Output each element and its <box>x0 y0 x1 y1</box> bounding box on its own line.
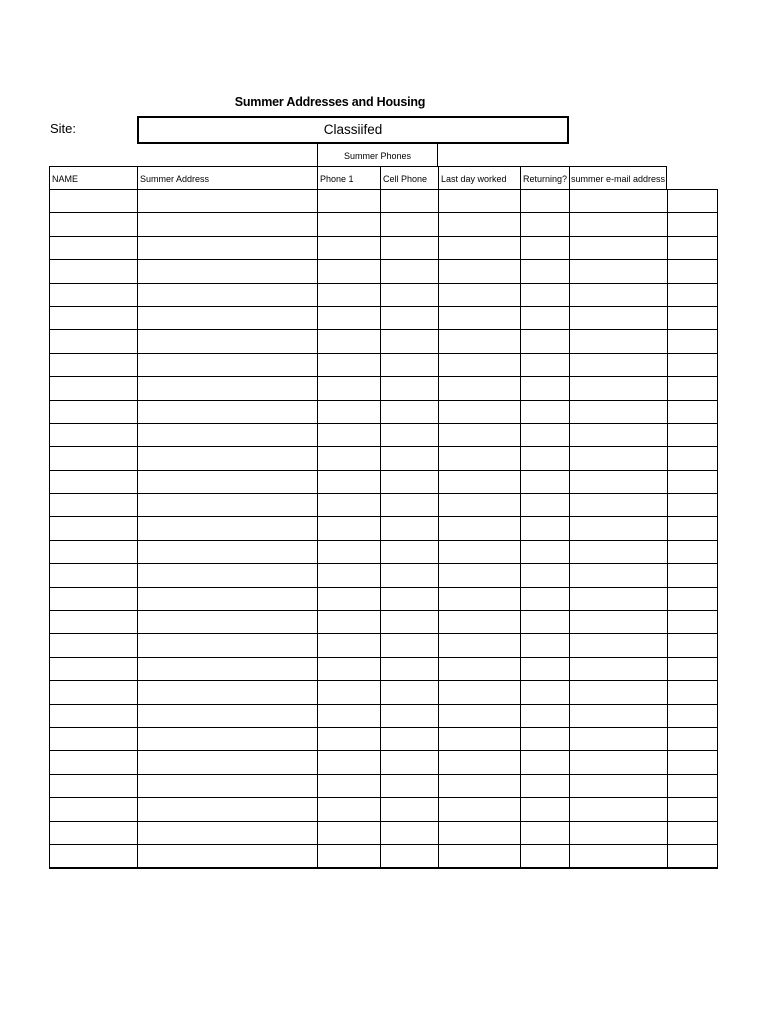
table-cell[interactable] <box>318 564 381 587</box>
table-cell[interactable] <box>50 306 138 329</box>
table-cell[interactable] <box>50 774 138 797</box>
table-cell[interactable] <box>570 774 668 797</box>
table-cell[interactable] <box>138 657 318 680</box>
table-cell[interactable] <box>138 751 318 774</box>
table-cell[interactable] <box>521 540 570 563</box>
column-header-row <box>49 166 667 190</box>
table-cell[interactable] <box>668 657 718 680</box>
table-cell[interactable] <box>439 657 521 680</box>
table-cell[interactable] <box>50 727 138 750</box>
table-cell[interactable] <box>381 353 439 376</box>
table-cell[interactable] <box>318 657 381 680</box>
table-cell[interactable] <box>439 587 521 610</box>
table-cell[interactable] <box>138 844 318 868</box>
table-cell[interactable] <box>138 470 318 493</box>
table-cell[interactable] <box>138 353 318 376</box>
table-row <box>50 283 718 306</box>
table-cell[interactable] <box>570 470 668 493</box>
table-cell[interactable] <box>318 634 381 657</box>
table-row <box>50 494 718 517</box>
table-cell[interactable] <box>381 260 439 283</box>
table-cell[interactable] <box>668 236 718 259</box>
table-cell[interactable] <box>381 634 439 657</box>
table-cell[interactable] <box>668 727 718 750</box>
table-cell[interactable] <box>668 611 718 634</box>
table-cell[interactable] <box>138 236 318 259</box>
table-cell[interactable] <box>138 540 318 563</box>
table-cell[interactable] <box>439 190 521 213</box>
table-cell[interactable] <box>668 704 718 727</box>
table-cell[interactable] <box>521 727 570 750</box>
table-cell[interactable] <box>138 611 318 634</box>
table-cell[interactable] <box>50 704 138 727</box>
table-cell[interactable] <box>668 517 718 540</box>
table-row <box>50 377 718 400</box>
table-cell[interactable] <box>668 423 718 446</box>
table-cell[interactable] <box>521 377 570 400</box>
table-cell[interactable] <box>521 774 570 797</box>
table-cell[interactable] <box>521 190 570 213</box>
table-row <box>50 564 718 587</box>
table-cell[interactable] <box>521 798 570 821</box>
table-cell[interactable] <box>570 657 668 680</box>
table-cell[interactable] <box>570 283 668 306</box>
table-cell[interactable] <box>381 704 439 727</box>
table-cell[interactable] <box>570 330 668 353</box>
table-cell[interactable] <box>138 377 318 400</box>
table-row <box>50 306 718 329</box>
table-cell[interactable] <box>668 844 718 868</box>
table-cell[interactable] <box>381 447 439 470</box>
table-cell[interactable] <box>570 611 668 634</box>
table-row <box>50 330 718 353</box>
table-cell[interactable] <box>318 611 381 634</box>
table-cell[interactable] <box>138 704 318 727</box>
table-cell[interactable] <box>381 727 439 750</box>
table-cell[interactable] <box>138 283 318 306</box>
table-cell[interactable] <box>439 564 521 587</box>
table-cell[interactable] <box>381 844 439 868</box>
table-cell[interactable] <box>668 377 718 400</box>
table-cell[interactable] <box>50 540 138 563</box>
table-cell[interactable] <box>439 306 521 329</box>
table-cell[interactable] <box>521 611 570 634</box>
table-cell[interactable] <box>668 540 718 563</box>
table-cell[interactable] <box>138 517 318 540</box>
table-cell[interactable] <box>138 587 318 610</box>
table-cell[interactable] <box>439 821 521 844</box>
table-cell[interactable] <box>570 751 668 774</box>
table-cell[interactable] <box>439 517 521 540</box>
table-cell[interactable] <box>381 798 439 821</box>
table-cell[interactable] <box>381 611 439 634</box>
table-cell[interactable] <box>50 798 138 821</box>
table-cell[interactable] <box>570 423 668 446</box>
table-cell[interactable] <box>381 377 439 400</box>
column-header-last-day-worked: Last day worked <box>438 167 520 190</box>
table-cell[interactable] <box>570 377 668 400</box>
table-cell[interactable] <box>521 213 570 236</box>
table-cell[interactable] <box>318 423 381 446</box>
table-cell[interactable] <box>439 353 521 376</box>
column-header-returning: Returning? <box>520 167 569 190</box>
table-cell[interactable] <box>318 704 381 727</box>
table-cell[interactable] <box>668 213 718 236</box>
table-cell[interactable] <box>318 447 381 470</box>
table-cell[interactable] <box>138 564 318 587</box>
table-row <box>50 260 718 283</box>
table-cell[interactable] <box>521 821 570 844</box>
table-cell[interactable] <box>668 494 718 517</box>
table-cell[interactable] <box>521 681 570 704</box>
table-cell[interactable] <box>381 283 439 306</box>
table-row <box>50 681 718 704</box>
table-cell[interactable] <box>381 494 439 517</box>
table-cell[interactable] <box>439 727 521 750</box>
table-cell[interactable] <box>439 377 521 400</box>
table-cell[interactable] <box>138 190 318 213</box>
table-cell[interactable] <box>138 681 318 704</box>
table-cell[interactable] <box>50 283 138 306</box>
table-row <box>50 400 718 423</box>
table-cell[interactable] <box>570 353 668 376</box>
table-row <box>50 704 718 727</box>
table-cell[interactable] <box>570 821 668 844</box>
table-body <box>50 190 718 869</box>
table-cell[interactable] <box>668 587 718 610</box>
table-cell[interactable] <box>521 400 570 423</box>
table-cell[interactable] <box>570 236 668 259</box>
table-cell[interactable] <box>381 657 439 680</box>
table-cell[interactable] <box>50 400 138 423</box>
table-cell[interactable] <box>439 751 521 774</box>
table-cell[interactable] <box>50 353 138 376</box>
table-row <box>50 353 718 376</box>
table-cell[interactable] <box>138 213 318 236</box>
table-cell[interactable] <box>138 423 318 446</box>
table-cell[interactable] <box>318 400 381 423</box>
column-header-name: NAME <box>49 167 137 190</box>
housing-table <box>49 189 718 869</box>
table-cell[interactable] <box>381 564 439 587</box>
table-row <box>50 821 718 844</box>
column-header-cell-phone: Cell Phone <box>380 167 438 190</box>
table-cell[interactable] <box>668 306 718 329</box>
table-cell[interactable] <box>318 681 381 704</box>
table-cell[interactable] <box>50 236 138 259</box>
table-row <box>50 517 718 540</box>
table-row <box>50 844 718 868</box>
table-cell[interactable] <box>570 494 668 517</box>
table-cell[interactable] <box>521 844 570 868</box>
table-cell[interactable] <box>521 423 570 446</box>
table-cell[interactable] <box>439 681 521 704</box>
table-cell[interactable] <box>50 190 138 213</box>
table-cell[interactable] <box>50 447 138 470</box>
table-cell[interactable] <box>521 283 570 306</box>
site-label: Site: <box>50 121 77 136</box>
table-cell[interactable] <box>138 634 318 657</box>
table-cell[interactable] <box>318 190 381 213</box>
table-cell[interactable] <box>521 587 570 610</box>
table-cell[interactable] <box>521 564 570 587</box>
table-cell[interactable] <box>570 587 668 610</box>
table-cell[interactable] <box>381 190 439 213</box>
table-cell[interactable] <box>570 306 668 329</box>
table-cell[interactable] <box>138 821 318 844</box>
table-row <box>50 611 718 634</box>
table-row <box>50 657 718 680</box>
table-cell[interactable] <box>318 844 381 868</box>
table-cell[interactable] <box>50 657 138 680</box>
table-cell[interactable] <box>381 540 439 563</box>
table-cell[interactable] <box>570 634 668 657</box>
table-cell[interactable] <box>521 353 570 376</box>
table-cell[interactable] <box>50 634 138 657</box>
table-cell[interactable] <box>668 564 718 587</box>
table-cell[interactable] <box>668 283 718 306</box>
table-cell[interactable] <box>50 470 138 493</box>
table-cell[interactable] <box>521 657 570 680</box>
table-cell[interactable] <box>521 704 570 727</box>
table-cell[interactable] <box>318 587 381 610</box>
table-cell[interactable] <box>521 306 570 329</box>
table-cell[interactable] <box>138 447 318 470</box>
table-cell[interactable] <box>439 400 521 423</box>
table-cell[interactable] <box>381 587 439 610</box>
table-cell[interactable] <box>50 821 138 844</box>
form-title: Summer Addresses and Housing <box>234 95 426 109</box>
table-cell[interactable] <box>570 798 668 821</box>
site-field[interactable]: Classiifed <box>137 116 569 144</box>
table-cell[interactable] <box>50 611 138 634</box>
table-cell[interactable] <box>668 260 718 283</box>
table-cell[interactable] <box>381 423 439 446</box>
table-cell[interactable] <box>318 260 381 283</box>
table-cell[interactable] <box>381 681 439 704</box>
table-cell[interactable] <box>668 634 718 657</box>
table-cell[interactable] <box>50 587 138 610</box>
table-cell[interactable] <box>521 236 570 259</box>
table-cell[interactable] <box>668 798 718 821</box>
table-cell[interactable] <box>521 330 570 353</box>
table-cell[interactable] <box>50 260 138 283</box>
table-cell[interactable] <box>381 774 439 797</box>
table-row <box>50 190 718 213</box>
table-cell[interactable] <box>439 540 521 563</box>
table-cell[interactable] <box>381 330 439 353</box>
table-cell[interactable] <box>521 447 570 470</box>
table-cell[interactable] <box>570 681 668 704</box>
table-cell[interactable] <box>668 681 718 704</box>
table-cell[interactable] <box>570 213 668 236</box>
table-cell[interactable] <box>318 540 381 563</box>
table-cell[interactable] <box>439 844 521 868</box>
table-cell[interactable] <box>668 330 718 353</box>
table-cell[interactable] <box>570 727 668 750</box>
table-cell[interactable] <box>381 821 439 844</box>
table-cell[interactable] <box>50 681 138 704</box>
table-cell[interactable] <box>668 190 718 213</box>
table-cell[interactable] <box>381 517 439 540</box>
table-cell[interactable] <box>50 517 138 540</box>
table-row <box>50 634 718 657</box>
table-row <box>50 727 718 750</box>
table-row <box>50 213 718 236</box>
table-cell[interactable] <box>138 774 318 797</box>
table-cell[interactable] <box>570 844 668 868</box>
table-cell[interactable] <box>318 353 381 376</box>
table-cell[interactable] <box>521 634 570 657</box>
table-row <box>50 774 718 797</box>
table-cell[interactable] <box>138 306 318 329</box>
table-row <box>50 423 718 446</box>
table-cell[interactable] <box>570 447 668 470</box>
table-cell[interactable] <box>138 260 318 283</box>
table-cell[interactable] <box>439 236 521 259</box>
table-row <box>50 447 718 470</box>
table-cell[interactable] <box>439 260 521 283</box>
table-cell[interactable] <box>439 704 521 727</box>
table-row <box>50 587 718 610</box>
table-cell[interactable] <box>318 751 381 774</box>
table-row <box>50 236 718 259</box>
table-cell[interactable] <box>381 306 439 329</box>
table-cell[interactable] <box>439 470 521 493</box>
table-cell[interactable] <box>318 798 381 821</box>
table-cell[interactable] <box>570 517 668 540</box>
table-cell[interactable] <box>439 611 521 634</box>
table-cell[interactable] <box>318 821 381 844</box>
table-cell[interactable] <box>318 283 381 306</box>
column-header-summer-email: summer e-mail address <box>569 167 667 190</box>
table-cell[interactable] <box>521 517 570 540</box>
table-cell[interactable] <box>381 400 439 423</box>
table-cell[interactable] <box>521 494 570 517</box>
table-cell[interactable] <box>50 751 138 774</box>
table-cell[interactable] <box>439 423 521 446</box>
table-cell[interactable] <box>381 751 439 774</box>
table-cell[interactable] <box>138 494 318 517</box>
table-cell[interactable] <box>50 423 138 446</box>
table-cell[interactable] <box>668 400 718 423</box>
table-cell[interactable] <box>50 564 138 587</box>
table-row <box>50 470 718 493</box>
table-cell[interactable] <box>439 494 521 517</box>
table-cell[interactable] <box>138 330 318 353</box>
column-header-phone-1: Phone 1 <box>317 167 380 190</box>
table-cell[interactable] <box>570 400 668 423</box>
table-cell[interactable] <box>138 798 318 821</box>
table-cell[interactable] <box>439 283 521 306</box>
table-cell[interactable] <box>668 447 718 470</box>
table-cell[interactable] <box>439 330 521 353</box>
table-cell[interactable] <box>50 494 138 517</box>
table-cell[interactable] <box>138 400 318 423</box>
table-cell[interactable] <box>318 213 381 236</box>
table-cell[interactable] <box>570 260 668 283</box>
table-row <box>50 540 718 563</box>
column-header-summer-address: Summer Address <box>137 167 317 190</box>
table-cell[interactable] <box>50 213 138 236</box>
table-cell[interactable] <box>439 774 521 797</box>
table-cell[interactable] <box>570 190 668 213</box>
table-cell[interactable] <box>50 330 138 353</box>
table-cell[interactable] <box>521 751 570 774</box>
table-cell[interactable] <box>318 330 381 353</box>
table-cell[interactable] <box>668 751 718 774</box>
table-cell[interactable] <box>439 447 521 470</box>
table-cell[interactable] <box>50 377 138 400</box>
table-cell[interactable] <box>439 634 521 657</box>
table-cell[interactable] <box>521 260 570 283</box>
table-cell[interactable] <box>668 470 718 493</box>
table-cell[interactable] <box>318 774 381 797</box>
table-cell[interactable] <box>570 704 668 727</box>
table-cell[interactable] <box>570 540 668 563</box>
table-cell[interactable] <box>668 821 718 844</box>
table-cell[interactable] <box>318 470 381 493</box>
summer-phones-header: Summer Phones <box>317 143 438 166</box>
table-cell[interactable] <box>318 727 381 750</box>
table-cell[interactable] <box>318 377 381 400</box>
table-cell[interactable] <box>439 798 521 821</box>
table-cell[interactable] <box>138 727 318 750</box>
table-cell[interactable] <box>318 517 381 540</box>
table-cell[interactable] <box>570 564 668 587</box>
table-cell[interactable] <box>381 213 439 236</box>
table-cell[interactable] <box>668 353 718 376</box>
table-cell[interactable] <box>318 236 381 259</box>
table-cell[interactable] <box>318 306 381 329</box>
table-cell[interactable] <box>439 213 521 236</box>
table-cell[interactable] <box>50 844 138 868</box>
table-cell[interactable] <box>381 470 439 493</box>
table-cell[interactable] <box>521 470 570 493</box>
table-row <box>50 798 718 821</box>
table-cell[interactable] <box>381 236 439 259</box>
table-row <box>50 751 718 774</box>
table-cell[interactable] <box>668 774 718 797</box>
table-cell[interactable] <box>318 494 381 517</box>
